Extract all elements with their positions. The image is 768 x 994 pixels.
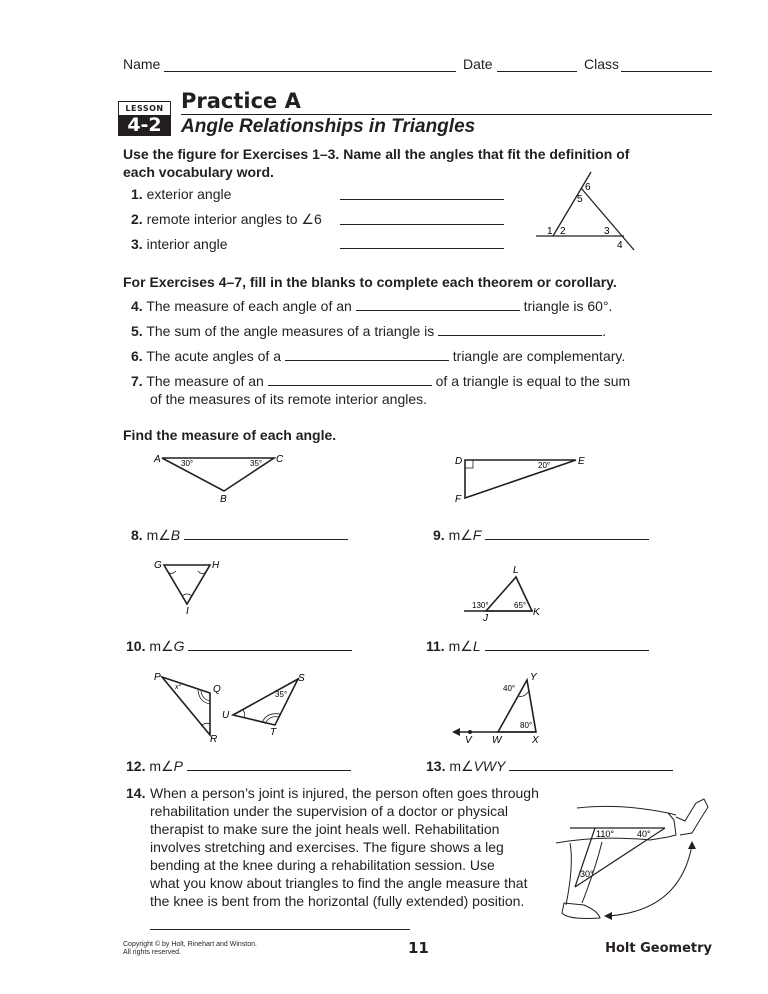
vertex-label: E	[578, 456, 585, 467]
lesson-badge: LESSON	[118, 101, 171, 116]
vertex-label: G	[154, 560, 162, 571]
title-divider	[181, 114, 712, 115]
vertex-label: H	[212, 560, 220, 571]
vertex-label: A	[154, 454, 161, 465]
vertex-label: T	[270, 727, 277, 738]
vertex-label: C	[276, 454, 284, 465]
vertex-label: J	[483, 613, 488, 623]
angle-variable: G	[173, 638, 185, 654]
problem-12	[126, 757, 351, 775]
problem-number: 14.	[126, 785, 146, 801]
answer-blank-4[interactable]	[356, 298, 520, 311]
exercise-1	[131, 185, 231, 203]
exercise-number: 3.	[131, 236, 143, 252]
angle-measure: 30°	[181, 459, 194, 468]
answer-blank-2[interactable]	[340, 224, 504, 225]
exercise-text: triangle are complementary.	[452, 348, 626, 364]
answer-blank-7[interactable]	[268, 373, 432, 386]
arrowhead-icon	[604, 912, 612, 920]
instructions-line: Use the figure for Exercises 1–3. Name all the angles that fit the definition of	[123, 146, 630, 162]
angle-measure: 130°	[472, 601, 489, 610]
problem-8	[131, 526, 348, 544]
page-number: 11	[408, 939, 429, 957]
angle-label: 1	[547, 226, 553, 237]
vertex-label: I	[186, 606, 189, 617]
angle-measure: 20°	[538, 461, 551, 470]
name-date-class-header	[123, 56, 723, 76]
angle-variable: B	[170, 527, 181, 543]
exercise-number: 4.	[131, 298, 143, 314]
problem-11	[426, 637, 649, 655]
vertex-label: R	[210, 734, 218, 743]
problem-text-line: When a person’s joint is injured, the person often goes through	[150, 785, 539, 801]
vertex-label: X	[532, 735, 539, 746]
date-label: Date	[463, 56, 493, 72]
exercise-5	[131, 322, 606, 340]
angle-label: 2	[560, 226, 566, 237]
problem-number: 13.	[426, 758, 446, 774]
exercise-text: The measure of each angle of an	[146, 298, 352, 314]
ray-arrow-icon	[452, 728, 460, 736]
angle-variable: P	[173, 758, 183, 774]
exercise-text: remote interior angles to ∠6	[146, 211, 322, 227]
exercise-text: of the measures of its remote interior angles.	[150, 391, 428, 407]
right-angle-marker	[465, 460, 473, 468]
exercise-text: The measure of an	[146, 373, 264, 389]
angle-measure: 40°	[503, 684, 516, 693]
vertex-label: P	[154, 672, 161, 683]
foot-lowered	[562, 903, 600, 918]
angle-label: 4	[617, 240, 623, 251]
angle-measure: 110°	[596, 829, 614, 839]
exercise-number: 2.	[131, 211, 143, 227]
exercise-number: 7.	[131, 373, 143, 389]
problem-number: 11.	[426, 638, 445, 654]
problem-text-line: what you know about triangles to find the angle measure that	[150, 875, 528, 891]
exercise-text: .	[602, 323, 607, 339]
angle-prefix: m∠	[146, 527, 171, 543]
angle-measure: x°	[175, 684, 182, 691]
answer-blank-13[interactable]	[509, 758, 673, 771]
exercise-7	[131, 372, 630, 408]
exercise-text: interior angle	[146, 236, 228, 252]
class-label: Class	[584, 56, 620, 72]
exercise-number: 5.	[131, 323, 143, 339]
angle-variable: F	[472, 527, 482, 543]
exercise-text: The acute angles of a	[146, 348, 281, 364]
problem-number: 12.	[126, 758, 146, 774]
problem-number: 9.	[433, 527, 445, 543]
angle-prefix: m∠	[448, 638, 473, 654]
answer-blank-11[interactable]	[485, 638, 649, 651]
problem-14	[126, 784, 546, 910]
problem-text-line: bending at the knee during a rehabilitation session. Use	[150, 857, 495, 873]
page-subtitle: Angle Relationships in Triangles	[181, 116, 476, 137]
calf-outline	[566, 843, 571, 905]
answer-blank-8[interactable]	[184, 527, 348, 540]
copyright-line: All rights reserved.	[123, 949, 181, 956]
problem-10	[126, 637, 352, 655]
name-label: Name	[123, 56, 161, 72]
date-field[interactable]	[497, 71, 577, 72]
vertex-label: Y	[530, 672, 537, 683]
book-title: Holt Geometry	[605, 941, 712, 956]
answer-blank-6[interactable]	[285, 348, 449, 361]
angle-label: 3	[604, 226, 610, 237]
angle-prefix: m∠	[449, 758, 474, 774]
problem-number: 10.	[126, 638, 146, 654]
angle-arc	[182, 594, 192, 596]
answer-blank-10[interactable]	[188, 638, 352, 651]
vertex-label: W	[492, 735, 502, 746]
vertex-label: U	[222, 710, 230, 721]
angle-prefix: m∠	[149, 638, 174, 654]
exercise-4	[131, 297, 612, 315]
page-title: Practice A	[181, 89, 301, 113]
arrowhead-icon	[688, 841, 696, 849]
problem-9	[433, 526, 649, 544]
exercise-text: The sum of the angle measures of a triangle is	[146, 323, 435, 339]
angle-measure: 40°	[637, 829, 651, 839]
angle-measure: 30°	[580, 869, 594, 879]
exercise-text: of a triangle is equal to the sum	[435, 373, 631, 389]
problem-text-line: the knee is bent from the horizontal (fully extended) position.	[150, 893, 525, 909]
motion-arc	[608, 845, 692, 916]
angle-prefix: m∠	[149, 758, 174, 774]
thigh-outline	[577, 806, 676, 815]
exercise-2	[131, 210, 322, 228]
angle-measure: 65°	[514, 601, 527, 610]
triangle-figure-9	[440, 450, 600, 510]
angle-label: 6	[585, 182, 591, 193]
copyright-notice	[123, 941, 257, 957]
answer-blank-1[interactable]	[340, 199, 504, 200]
instructions-line: each vocabulary word.	[123, 164, 274, 180]
angle-measure: 35°	[275, 690, 288, 699]
angle-label: 5	[577, 194, 583, 205]
vertex-label: S	[298, 673, 305, 684]
answer-blank-3[interactable]	[340, 248, 504, 249]
problem-text-line: involves stretching and exercises. The figure shows a leg	[150, 839, 504, 855]
answer-blank-5[interactable]	[438, 323, 602, 336]
vertex-label: K	[533, 607, 540, 618]
triangle-figure-12	[145, 668, 315, 743]
triangle-figure-11	[455, 563, 555, 623]
triangle-figure-13	[445, 670, 555, 750]
foot-raised	[676, 799, 708, 835]
exercise-text: exterior angle	[146, 186, 232, 202]
vertex-label: V	[465, 735, 472, 746]
section3-instructions: Find the measure of each angle.	[123, 427, 337, 443]
exercise-6	[131, 347, 625, 365]
angle-measure: 80°	[520, 721, 533, 730]
problem-number: 8.	[131, 527, 143, 543]
problem-text-line: therapist to make sure the joint heals well. Rehabilitation	[150, 821, 500, 837]
angle-prefix: m∠	[448, 527, 473, 543]
section2-instructions: For Exercises 4–7, fill in the blanks to complete each theorem or corollary.	[123, 274, 617, 290]
problem-13	[426, 757, 673, 775]
answer-blank-12[interactable]	[187, 758, 351, 771]
answer-blank-9[interactable]	[485, 527, 649, 540]
angle-measure: 35°	[250, 459, 263, 468]
triangle-figure-1-3	[520, 170, 670, 255]
vertex-label: B	[220, 494, 227, 505]
answer-blank-14[interactable]	[150, 929, 410, 930]
angle-variable: L	[472, 638, 481, 654]
vertex-label: F	[455, 494, 462, 505]
lesson-number: 4-2	[118, 115, 171, 136]
name-field[interactable]	[164, 71, 456, 72]
leg-rehabilitation-figure	[540, 785, 720, 930]
point-v	[468, 730, 472, 734]
triangle-figure-10	[150, 558, 230, 618]
exercise-3	[131, 235, 228, 253]
exercise-number: 6.	[131, 348, 143, 364]
angle-variable: VWY	[473, 758, 506, 774]
exercise-number: 1.	[131, 186, 143, 202]
problem-text-line: rehabilitation under the supervision of a doctor or physical	[150, 803, 508, 819]
vertex-label: L	[513, 565, 519, 576]
exercise-text: triangle is 60°.	[523, 298, 613, 314]
vertex-label: Q	[213, 684, 221, 695]
vertex-label: D	[455, 456, 463, 467]
triangle-figure-8	[140, 448, 300, 508]
class-field[interactable]	[621, 71, 712, 72]
copyright-line: Copyright © by Holt, Rinehart and Winston.	[123, 941, 257, 948]
